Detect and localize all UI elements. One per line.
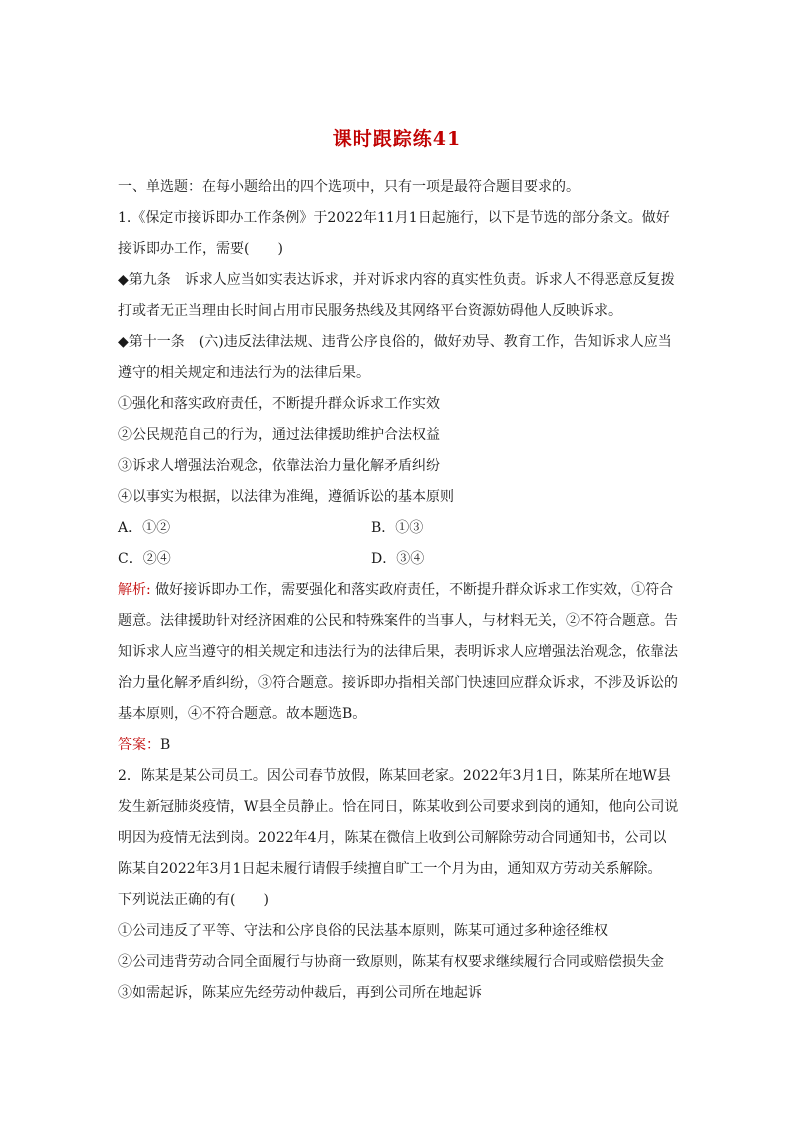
q2-item: ①公司违反了平等、守法和公序良俗的民法基本原则，陈某可通过多种途径维权 [118, 923, 608, 939]
q1-article-line: 打或者无正当理由长时间占用市民服务热线及其网络平台资源妨碍他人反映诉求。 [118, 303, 622, 319]
q1-analysis-line: 治力量化解矛盾纠纷，③符合题意。接诉即办指相关部门快速回应群众诉求，不涉及诉讼的 [118, 675, 678, 691]
q1-answer [118, 730, 680, 761]
q1-stem-line: 接诉即办工作，需要( ) [118, 241, 283, 257]
document-body [118, 172, 680, 1009]
answer-label: 答案： [118, 737, 160, 753]
q2-stem-line: 下列说法正确的有( ) [118, 892, 269, 908]
q1-stem-line: 1.《保定市接诉即办工作条例》于2022年11月1日起施行，以下是节选的部分条文。做好 [118, 210, 670, 226]
q1-option-b: B．①③ [371, 520, 424, 536]
q1-option-c: C．②④ [118, 551, 171, 567]
q1-item: ②公民规范自己的行为，通过法律援助维护合法权益 [118, 427, 440, 443]
q1-options-row [118, 513, 680, 544]
analysis-text: 做好接诉即办工作，需要强化和落实政府责任，不断提升群众诉求工作实效，①符合 [150, 582, 674, 598]
q2-stem-line: 2．陈某是某公司员工。因公司春节放假，陈某回老家。2022年3月1日，陈某所在地W县 [118, 768, 671, 784]
q1-option-a: A．①② [118, 520, 171, 536]
q1-article-line: ◆第九条 诉求人应当如实表达诉求，并对诉求内容的真实性负责。诉求人不得恶意反复拨 [118, 272, 675, 288]
analysis-label: 解析: [118, 582, 151, 598]
q2-stem-line: 陈某自2022年3月1日起未履行请假手续擅自旷工一个月为由，通知双方劳动关系解除。 [118, 861, 662, 877]
q1-analysis-line: 基本原则，④不符合题意。故本题选B。 [118, 706, 367, 722]
q2-item: ③如需起诉，陈某应先经劳动仲裁后，再到公司所在地起诉 [118, 985, 482, 1001]
q1-item: ③诉求人增强法治观念，依靠法治力量化解矛盾纠纷 [118, 458, 440, 474]
q1-analysis-line: 知诉求人应当遵守的相关规定和违法行为的法律后果，表明诉求人应增强法治观念，依靠法 [118, 644, 678, 660]
q1-article-line: ◆第十一条 (六)违反法律法规、违背公序良俗的，做好劝导、教育工作，告知诉求人应当 [118, 334, 672, 350]
q2-item: ②公司违背劳动合同全面履行与协商一致原则，陈某有权要求继续履行合同或赔偿损失金 [118, 954, 664, 970]
q1-options-row [118, 544, 680, 575]
q1-analysis-line [118, 575, 680, 606]
section-heading: 一、单选题：在每小题给出的四个选项中，只有一项是最符合题目要求的。 [118, 179, 580, 195]
q1-item: ①强化和落实政府责任，不断提升群众诉求工作实效 [118, 396, 440, 412]
q1-option-d: D．③④ [371, 551, 425, 567]
q1-article-line: 遵守的相关规定和违法行为的法律后果。 [118, 365, 370, 381]
answer-value: B [160, 737, 171, 753]
q1-analysis-line: 题意。法律援助针对经济困难的公民和特殊案件的当事人，与材料无关，②不符合题意。告 [118, 613, 678, 629]
page-title: 课时跟踪练41 [332, 128, 462, 150]
q2-stem-line: 发生新冠肺炎疫情，W县全员静止。恰在同日，陈某收到公司要求到岗的通知，他向公司说 [118, 799, 679, 815]
q1-item: ④以事实为根据，以法律为准绳，遵循诉讼的基本原则 [118, 489, 454, 505]
q2-stem-line: 明因为疫情无法到岗。2022年4月，陈某在微信上收到公司解除劳动合同通知书，公司以 [118, 830, 667, 846]
